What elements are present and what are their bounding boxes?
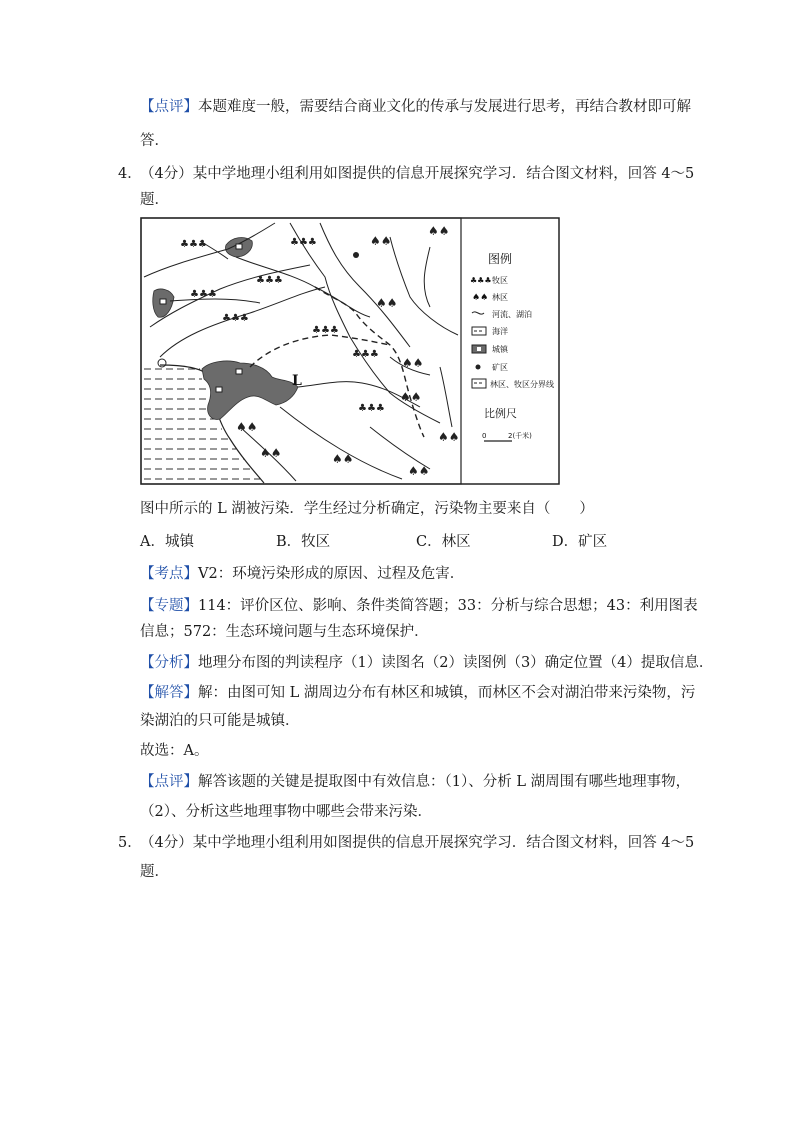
legend-ocean: 海洋 xyxy=(492,327,508,336)
jieda-line2: 染湖泊的只可能是城镇． xyxy=(140,713,300,729)
legend-forest: 林区 xyxy=(492,293,508,302)
kaodian-tag: 【考点】 xyxy=(140,566,198,582)
q4-number: 4． xyxy=(118,166,142,182)
q5-stem-line1: （4分）某中学地理小组利用如图提供的信息开展探究学习．结合图文材料，回答 4～5 xyxy=(140,835,695,851)
q4-question: 图中所示的 L 湖被污染．学生经过分析确定，污染物主要来自（ ） xyxy=(140,501,594,517)
q5-number: 5． xyxy=(118,835,142,851)
svg-text:♣♣♣: ♣♣♣ xyxy=(180,239,207,250)
fenxi-text: 地理分布图的判读程序（1）读图名（2）读图例（3）确定位置（4）提取信息． xyxy=(198,655,714,671)
dianping-tag: 【点评】 xyxy=(140,774,198,790)
svg-text:♠♠: ♠♠ xyxy=(260,446,282,460)
q4-stem-line1: （4分）某中学地理小组利用如图提供的信息开展探究学习．结合图文材料，回答 4～5 xyxy=(140,166,695,182)
option-c[interactable]: C．林区 xyxy=(416,534,471,550)
q5-stem-line2: 题． xyxy=(140,864,169,880)
jieda-tag: 【解答】 xyxy=(140,685,198,701)
svg-text:♣♣♣: ♣♣♣ xyxy=(190,289,217,300)
svg-text:♣♣♣: ♣♣♣ xyxy=(470,276,492,285)
zhuanti-tag: 【专题】 xyxy=(140,598,198,614)
prev-review-line1 xyxy=(140,97,691,117)
legend-title: 图例 xyxy=(488,252,513,266)
svg-text:♠♠: ♠♠ xyxy=(438,430,460,444)
svg-text:♠♠: ♠♠ xyxy=(332,452,354,466)
kaodian-text: V2：环境污染形成的原因、过程及危害． xyxy=(198,566,465,582)
dianping-text1: 解答该题的关键是提取图中有效信息：（1）、分析 L 湖周围有哪些地理事物， xyxy=(198,774,691,790)
jieda-line1 xyxy=(140,683,695,703)
svg-text:♠♠: ♠♠ xyxy=(408,464,430,478)
legend-river: 河流、湖泊 xyxy=(492,310,532,319)
dianping-line1 xyxy=(140,772,690,792)
svg-text:♣♣♣: ♣♣♣ xyxy=(290,237,317,248)
scale-title: 比例尺 xyxy=(484,407,517,420)
prev-review-line2: 答． xyxy=(140,133,169,149)
fenxi-tag: 【分析】 xyxy=(140,655,198,671)
zhuanti-line2: 信息；572：生态环境问题与生态环境保护． xyxy=(140,624,429,640)
option-d[interactable]: D．矿区 xyxy=(552,534,608,550)
mine-symbol xyxy=(353,252,359,258)
legend-pasture: 牧区 xyxy=(492,276,508,285)
legend-town: 城镇 xyxy=(492,345,508,354)
review-tag: 【点评】 xyxy=(140,99,198,115)
svg-text:♠♠: ♠♠ xyxy=(370,234,392,248)
q4-stem-line2: 题． xyxy=(140,192,169,208)
svg-text:♣♣♣: ♣♣♣ xyxy=(358,403,385,414)
kaodian-line xyxy=(140,564,464,584)
zhuanti-text1: 114：评价区位、影响、条件类简答题；33：分析与综合思想；43：利用图表 xyxy=(198,598,698,614)
review-text: 本题难度一般，需要结合商业文化的传承与发展进行思考，再结合教材即可解 xyxy=(198,99,691,115)
svg-text:♠♠: ♠♠ xyxy=(400,390,422,404)
svg-text:♠♠: ♠♠ xyxy=(402,356,424,370)
zhuanti-line1 xyxy=(140,596,698,616)
jieda-text1: 解：由图可知 L 湖周边分布有林区和城镇，而林区不会对湖泊带来污染物，污 xyxy=(198,685,696,701)
option-a[interactable]: A．城镇 xyxy=(140,534,194,550)
choice-line: 故选：A。 xyxy=(140,743,209,759)
svg-text:♣♣♣: ♣♣♣ xyxy=(256,275,283,286)
scale-value: 2(千米) xyxy=(508,432,532,440)
svg-text:♣♣♣: ♣♣♣ xyxy=(312,325,339,336)
svg-text:♣♣♣: ♣♣♣ xyxy=(352,349,379,360)
svg-text:♠♠: ♠♠ xyxy=(472,293,489,303)
legend-boundary: 林区、牧区分界线 xyxy=(490,380,554,389)
scale-zero: 0 xyxy=(482,432,487,440)
geography-map xyxy=(140,217,560,485)
dianping-line2: （2）、分析这些地理事物中哪些会带来污染． xyxy=(140,804,432,820)
fenxi-line xyxy=(140,653,713,673)
svg-text:♣♣♣: ♣♣♣ xyxy=(222,313,249,324)
lake-label: L xyxy=(292,373,302,389)
svg-text:♠♠: ♠♠ xyxy=(376,296,398,310)
svg-text:♠♠: ♠♠ xyxy=(236,420,258,434)
option-b[interactable]: B．牧区 xyxy=(276,534,331,550)
legend-mine: 矿区 xyxy=(492,363,508,372)
svg-text:♠♠: ♠♠ xyxy=(428,224,450,238)
